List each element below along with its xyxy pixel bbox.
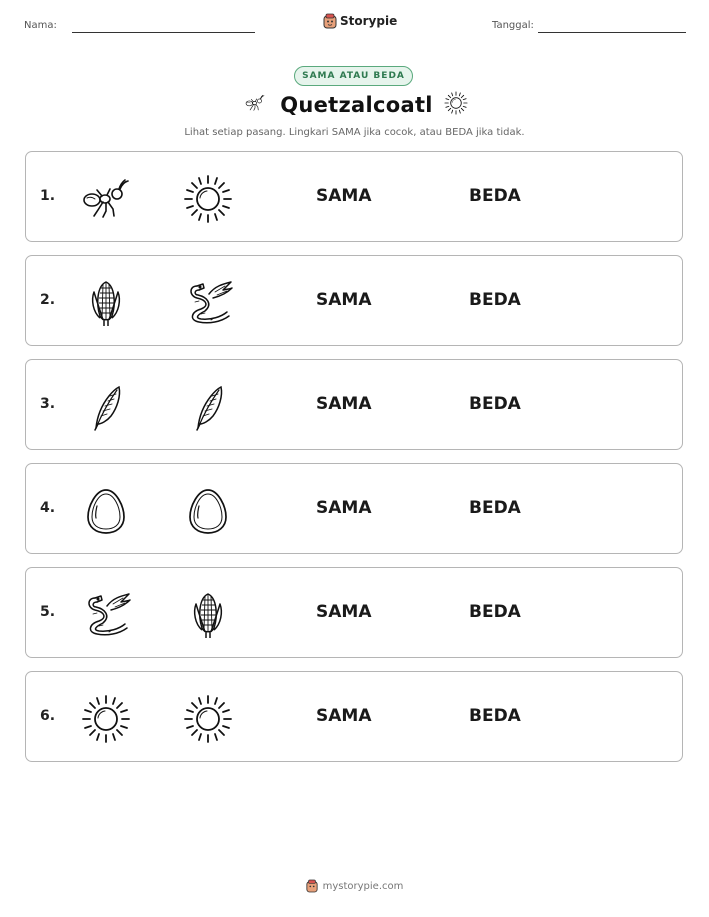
activity-badge: SAMA ATAU BEDA (294, 66, 413, 86)
feather-icon (79, 380, 133, 434)
same-option[interactable]: SAMA (316, 706, 372, 726)
footer (0, 879, 709, 893)
question-row (25, 671, 683, 762)
title-sun-icon (443, 90, 469, 120)
same-option[interactable]: SAMA (316, 498, 372, 518)
different-option[interactable]: BEDA (469, 186, 521, 206)
brand-name: Storypie (340, 14, 398, 28)
sun-icon (79, 692, 133, 746)
name-label: Nama: (24, 20, 57, 31)
egg-icon (181, 484, 235, 538)
question-number: 5. (40, 604, 56, 620)
date-line[interactable] (538, 32, 686, 33)
same-option[interactable]: SAMA (316, 602, 372, 622)
same-option[interactable]: SAMA (316, 186, 372, 206)
feather-icon (181, 380, 235, 434)
different-option[interactable]: BEDA (469, 706, 521, 726)
question-number: 2. (40, 292, 56, 308)
date-label: Tanggal: (492, 20, 534, 31)
same-option[interactable]: SAMA (316, 290, 372, 310)
question-number: 6. (40, 708, 56, 724)
footer-mascot-icon (306, 879, 318, 893)
page-title: Quetzalcoatl (280, 93, 433, 117)
different-option[interactable]: BEDA (469, 394, 521, 414)
title-row (0, 90, 709, 120)
instructions: Lihat setiap pasang. Lingkari SAMA jika cocok, atau BEDA jika tidak. (184, 127, 525, 138)
question-number: 1. (40, 188, 56, 204)
serpent-icon (79, 588, 133, 642)
name-line[interactable] (72, 32, 255, 33)
question-row (25, 255, 683, 346)
sun-icon (181, 692, 235, 746)
corn-icon (181, 588, 235, 642)
title-ant-icon (240, 92, 270, 118)
corn-icon (79, 276, 133, 330)
question-row (25, 463, 683, 554)
question-row (25, 567, 683, 658)
question-number: 4. (40, 500, 56, 516)
storypie-mascot-icon (323, 13, 337, 29)
question-number: 3. (40, 396, 56, 412)
same-option[interactable]: SAMA (316, 394, 372, 414)
different-option[interactable]: BEDA (469, 498, 521, 518)
ant-icon (79, 172, 133, 226)
question-row (25, 359, 683, 450)
different-option[interactable]: BEDA (469, 602, 521, 622)
storypie-logo (323, 13, 397, 29)
different-option[interactable]: BEDA (469, 290, 521, 310)
sun-icon (181, 172, 235, 226)
question-row (25, 151, 683, 242)
serpent-icon (181, 276, 235, 330)
footer-url[interactable]: mystorypie.com (322, 880, 404, 892)
egg-icon (79, 484, 133, 538)
